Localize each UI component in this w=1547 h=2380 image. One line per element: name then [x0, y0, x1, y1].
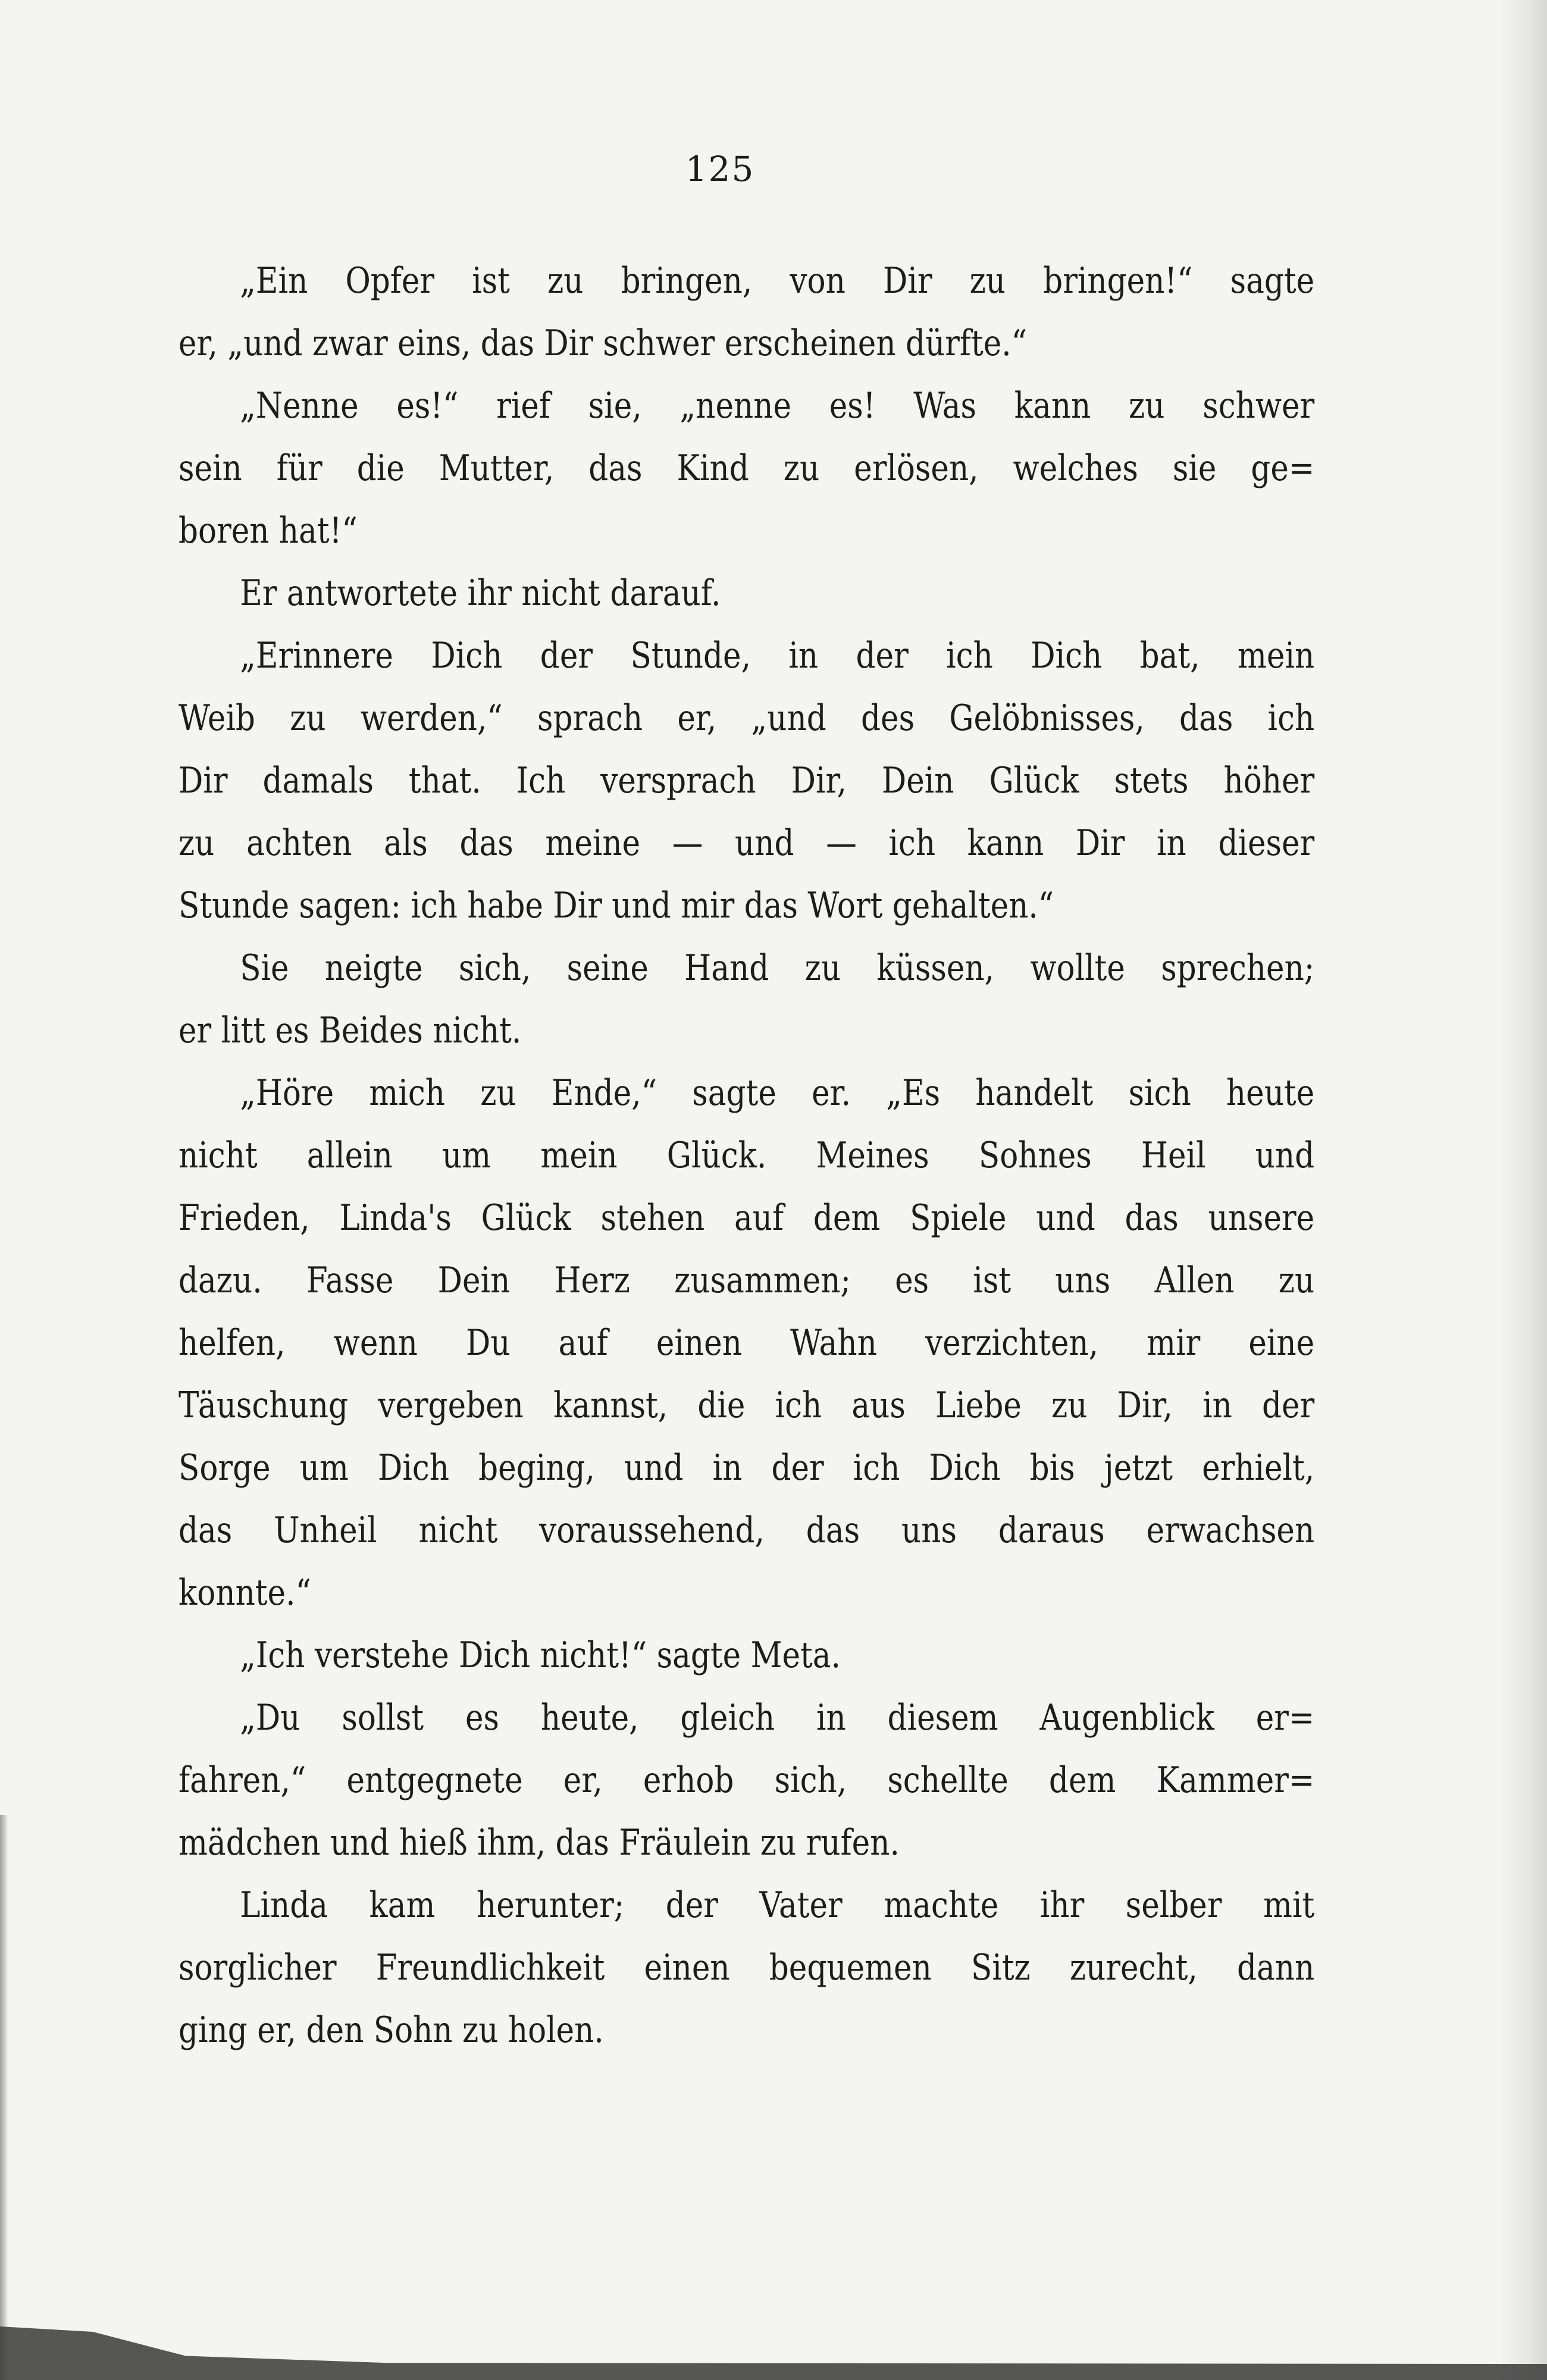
text-line: konnte.“	[178, 1572, 311, 1614]
text-line: mädchen und hieß ihm, das Fräulein zu rufen.	[178, 1822, 900, 1864]
text-line: „Höre mich zu Ende,“ sagte er. „Es handelt sich heute	[240, 1072, 1315, 1114]
text-line: sein für die Mutter, das Kind zu erlösen, welches sie ge=	[178, 447, 1315, 489]
text-line: Sie neigte sich, seine Hand zu küssen, wollte sprechen;	[240, 947, 1315, 989]
text-line: helfen, wenn Du auf einen Wahn verzichten, mir eine	[178, 1322, 1315, 1364]
text-line: „Ich verstehe Dich nicht!“ sagte Meta.	[240, 1634, 841, 1676]
text-line: ging er, den Sohn zu holen.	[178, 2009, 604, 2051]
text-line: Linda kam herunter; der Vater machte ihr selber mit	[240, 1884, 1315, 1926]
text-line: fahren,“ entgegnete er, erhob sich, schellte dem Kammer=	[178, 1759, 1315, 1801]
text-line: dazu. Fasse Dein Herz zusammen; es ist uns Allen zu	[178, 1260, 1315, 1301]
text-line: zu achten als das meine — und — ich kann Dir in dieser	[178, 822, 1315, 864]
scan-shadow-left	[0, 1815, 8, 2380]
scan-shadow-bottom	[0, 2326, 1547, 2380]
text-line: Frieden, Linda's Glück stehen auf dem Spiele und das unsere	[178, 1197, 1315, 1239]
text-line: sorglicher Freundlichkeit einen bequemen Sitz zurecht, dann	[178, 1947, 1315, 1988]
page-number: 125	[685, 149, 755, 189]
text-line: „Du sollst es heute, gleich in diesem Augenblick er=	[240, 1697, 1315, 1739]
text-line: Dir damals that. Ich versprach Dir, Dein Glück stets höher	[178, 760, 1315, 801]
text-line: Sorge um Dich beging, und in der ich Dich bis jetzt erhielt,	[178, 1447, 1315, 1489]
text-line: nicht allein um mein Glück. Meines Sohnes Heil und	[178, 1135, 1315, 1176]
text-line: Stunde sagen: ich habe Dir und mir das Wort gehalten.“	[178, 885, 1054, 926]
text-line: „Erinnere Dich der Stunde, in der ich Dich bat, mein	[240, 635, 1315, 677]
text-line: Weib zu werden,“ sprach er, „und des Gelöbnisses, das ich	[178, 697, 1315, 739]
text-line: er, „und zwar eins, das Dir schwer erscheinen dürfte.“	[178, 322, 1028, 364]
body-text	[178, 250, 1315, 2062]
text-line: Er antwortete ihr nicht darauf.	[240, 572, 721, 614]
scan-shadow-right	[1499, 0, 1547, 2380]
text-line: er litt es Beides nicht.	[178, 1010, 522, 1051]
text-line: das Unheil nicht voraussehend, das uns daraus erwachsen	[178, 1510, 1315, 1551]
text-line: „Ein Opfer ist zu bringen, von Dir zu bringen!“ sagte	[240, 260, 1315, 302]
text-line: boren hat!“	[178, 510, 358, 552]
text-line: Täuschung vergeben kannst, die ich aus Liebe zu Dir, in der	[178, 1385, 1315, 1426]
text-line: „Nenne es!“ rief sie, „nenne es! Was kann zu schwer	[240, 385, 1315, 427]
